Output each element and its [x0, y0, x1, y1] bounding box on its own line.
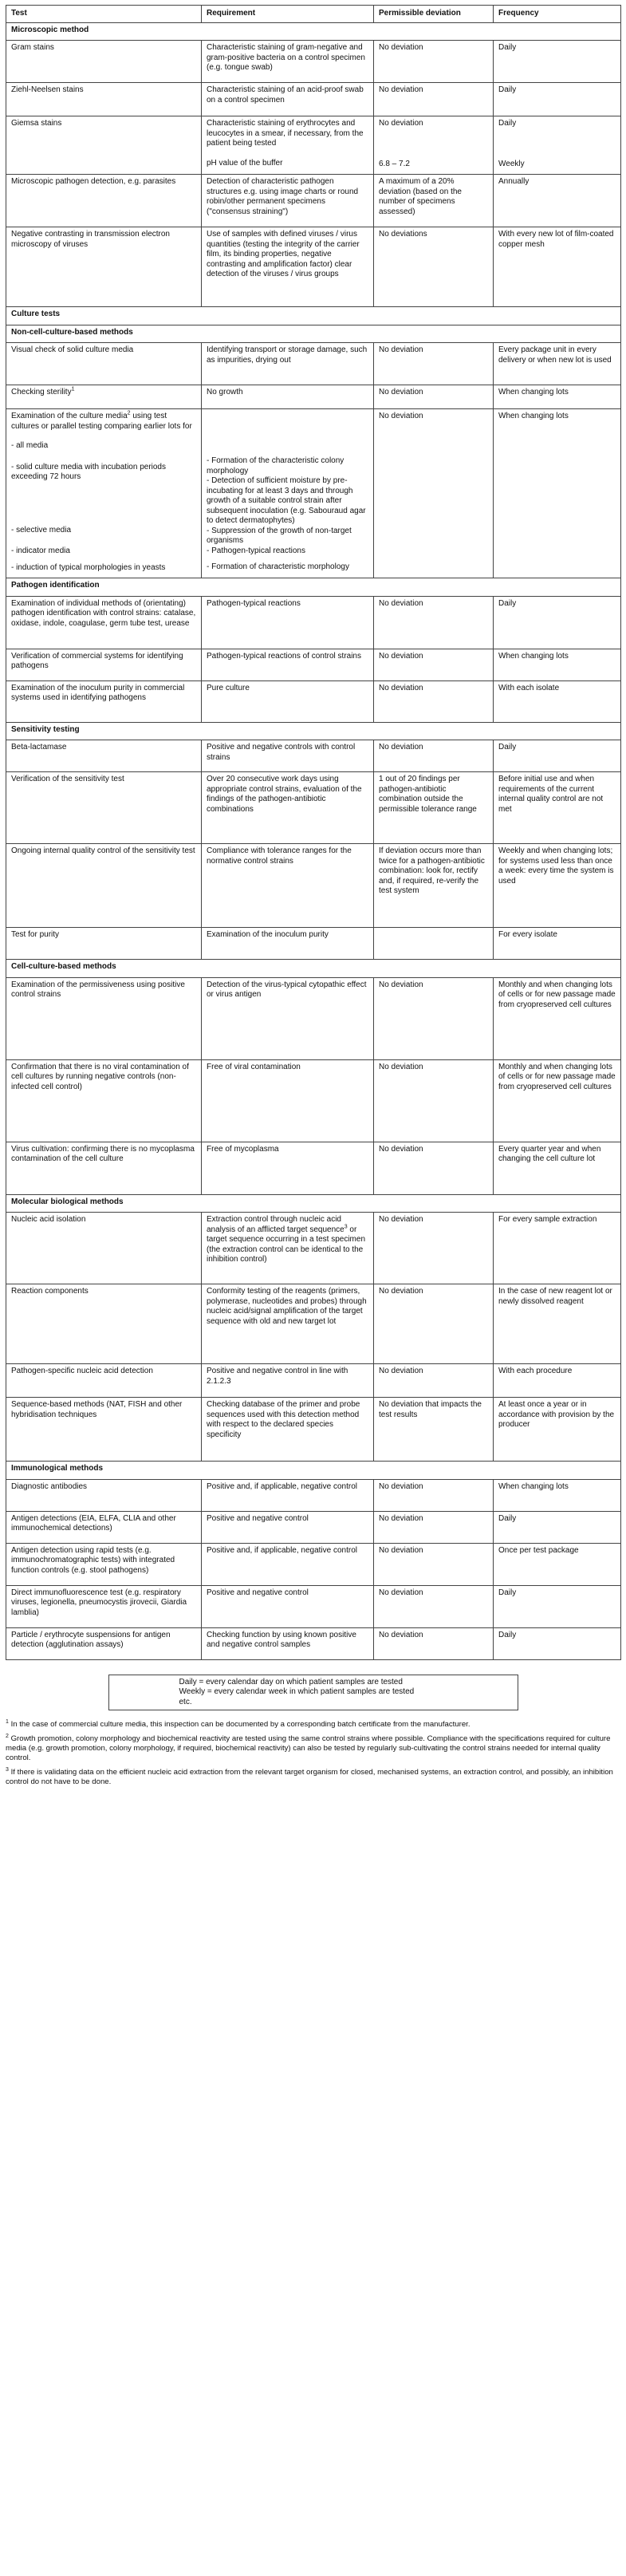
table-row: Ziehl-Neelsen stains Characteristic staining of an acid-proof swab on a control specimen No deviation Daily: [6, 83, 621, 116]
section-header: Molecular biological methods: [6, 1194, 621, 1213]
col-header-deviation: Permissible deviation: [374, 6, 494, 23]
table-row: Antigen detections (EIA, ELFA, CLIA and other immunochemical detections) Positive and negative control No deviation Daily: [6, 1511, 621, 1543]
table-row: Confirmation that there is no viral contamination of cell cultures by running negative controls (non-infected cell control) Free of viral contamination No deviation Monthly and when changing lots of cells or for new passage made from cryopreserved cell cultures: [6, 1059, 621, 1142]
table-row: [6, 116, 621, 175]
section-header: Immunological methods: [6, 1462, 621, 1480]
cell-requirement: Characteristic staining of erythrocytes and leucocytes in a smear, if necessary, from the patient being tested pH value of the buffer: [202, 116, 374, 175]
footnote-2: $^2$ Growth promotion, colony morphology and biochemical reactivity are tested using the same control strains where possible. Compliance with the specifications required for culture media (e.g. growth promotion, colony morphology, if required, biochemical reactivity) can also be tested by regularly sub-cultivating the control strains needed for internal quality control.: [6, 1733, 611, 1762]
table-row: Reaction components Conformity testing of the reagents (primers, polymerase, nucleotides and probes) through nucleic acid/signal amplification of the target sequence with old and new target lot No deviation In the case of new reagent lot or newly dissolved reagent: [6, 1284, 621, 1364]
table-row: Examination of the inoculum purity in commercial systems used in identifying pathogens Pure culture No deviation With each isolate: [6, 680, 621, 722]
subsection-header: Non-cell-culture-based methods: [6, 325, 621, 343]
table-row: Examination of the permissiveness using positive control strains Detection of the virus-typical cytopathic effect or virus antigen No deviation Monthly and when changing lots of cells or for new passage made from cryopreserved cell cultures: [6, 977, 621, 1059]
table-row: Test for purity Examination of the inoculum purity For every isolate: [6, 928, 621, 960]
table-row: Beta-lactamase Positive and negative controls with control strains No deviation Daily: [6, 740, 621, 772]
cell-requirement: - Formation of the characteristic colony morphology - Detection of sufficient moisture by pre-incubating for at least 3 days and through growth of a suitable control strain after subsequent inoculation (e.g. Sabouraud agar to detect dermatophytes) - Suppression of the growth of non-target organisms - Pathogen-typical reactions - Formation of characteristic morphology: [202, 409, 374, 578]
section-header: Culture tests: [6, 307, 621, 325]
table-row: Antigen detection using rapid tests (e.g. immunochromatographic tests) with integrated function controls (e.g. stool pathogens) Positive and, if applicable, negative control No deviation Once per test package: [6, 1543, 621, 1585]
table-header-row: [6, 6, 621, 23]
cell-deviation: No deviation 6.8 – 7.2: [374, 116, 494, 175]
footnote-3: $^3$ If there is validating data on the efficient nucleic acid extraction from the relevant target organism for closed, mechanised systems, an extraction control, and possibly, an inhibition control do not have to be done.: [6, 1766, 613, 1786]
col-header-frequency: Frequency: [494, 6, 621, 23]
frequency-legend: [108, 1675, 518, 1711]
table-row: Checking sterility$^1$ No growth No deviation When changing lots: [6, 385, 621, 409]
table-row: Negative contrasting in transmission electron microscopy of viruses Use of samples with defined viruses / virus quantities (testing the integrity of the carrier film, its binding properties, negative contrasting and amplification factor) clear detection of the viruses / virus groups No deviations With every new lot of film-coated copper mesh: [6, 227, 621, 307]
cell-test: Examination of the culture media$^2$ using test cultures or parallel testing comparing earlier lots for - all media - solid culture media with incubation periods exceeding 72 hours - selective media - indicator media - induction of typical morphologies in yeasts: [6, 409, 202, 578]
table-row: Particle / erythrocyte suspensions for antigen detection (agglutination assays) Checking function by using known positive and negative control samples No deviation Daily: [6, 1627, 621, 1659]
table-row: Verification of the sensitivity test Over 20 consecutive work days using appropriate control strains, evaluation of the findings of the pathogen-antibiotic combinations 1 out of 20 findings per pathogen-antibiotic combination outside the permissible tolerance range Before initial use and when requirements of the current internal quality control are not met: [6, 772, 621, 844]
footnote-1: $^1$ In the case of commercial culture media, this inspection can be documented by a corresponding batch certificate from the manufacturer.: [6, 1718, 470, 1729]
table-row: Direct immunofluorescence test (e.g. respiratory viruses, legionella, pneumocystis jirovecii, Giardia lamblia) Positive and negative control No deviation Daily: [6, 1585, 621, 1627]
cell-frequency: Daily Weekly: [494, 116, 621, 175]
col-header-test: Test: [6, 6, 202, 23]
section-header: Microscopic method: [6, 22, 621, 41]
subsection-header: Cell-culture-based methods: [6, 960, 621, 978]
footnotes: [6, 1720, 620, 1787]
table-row: Verification of commercial systems for identifying pathogens Pathogen-typical reactions of control strains No deviation When changing lots: [6, 649, 621, 680]
legend-weekly: Weekly = every calendar week in which patient samples are tested: [179, 1687, 415, 1696]
table-row: Ongoing internal quality control of the sensitivity test Compliance with tolerance ranges for the normative control strains If deviation occurs more than twice for a pathogen-antibiotic combination: look for, rectify and, if required, re-verify the test system Weekly and when changing lots; for systems used less than once a week: every time the system is used: [6, 844, 621, 928]
subsection-header: Pathogen identification: [6, 578, 621, 597]
table-row: Diagnostic antibodies Positive and, if applicable, negative control No deviation When changing lots: [6, 1479, 621, 1511]
quality-control-table: [6, 5, 621, 1660]
table-row: Nucleic acid isolation Extraction control through nucleic acid analysis of an afflicted target sequence$^3$ or target sequence occurring in a test specimen (the extraction control can be identical to the inhibition control) No deviation For every sample extraction: [6, 1213, 621, 1284]
legend-etc: etc.: [179, 1697, 192, 1706]
table-row: Visual check of solid culture media Identifying transport or storage damage, such as impurities, drying out No deviation Every package unit in every delivery or when new lot is used: [6, 343, 621, 385]
table-row: Examination of individual methods of (orientating) pathogen identification with control strains: catalase, oxidase, indole, coagulase, germ tube test, urease Pathogen-typical reactions No deviation Daily: [6, 596, 621, 649]
cell-test: Giemsa stains: [6, 116, 202, 175]
document: [6, 5, 620, 1787]
table-row: Sequence-based methods (NAT, FISH and other hybridisation techniques Checking database of the primer and probe sequences used with this detection method with respect to the declared species specificity No deviation that impacts the test results At least once a year or in accordance with provision by the producer: [6, 1398, 621, 1462]
table-row: Examination of the culture media$^2$ using test cultures or parallel testing comparing earlier lots for - all media - solid culture media with incubation periods exceeding 72 hours - selective media - indicator media - induction of typical morphologies in yeasts - Formation of the characteristic colony morphology - Detection of sufficient moisture by pre-incubating for at least 3 days and through growth of a suitable control strain after subsequent inoculation (e.g. Sabouraud agar to detect dermatophytes) - Suppression of the growth of non-target organisms - Pathogen-typical reactions - Formation of characteristic morphology No deviation When changing lots: [6, 409, 621, 578]
subsection-header: Sensitivity testing: [6, 722, 621, 740]
table-row: Virus cultivation: confirming there is no mycoplasma contamination of the cell culture Free of mycoplasma No deviation Every quarter year and when changing the cell culture lot: [6, 1142, 621, 1194]
legend-daily: Daily = every calendar day on which patient samples are tested: [179, 1677, 403, 1686]
table-row: Pathogen-specific nucleic acid detection Positive and negative control in line with 2.1.2.3 No deviation With each procedure: [6, 1364, 621, 1398]
table-row: Microscopic pathogen detection, e.g. parasites Detection of characteristic pathogen structures e.g. using image charts or round robin/other permanent specimens ("consensus straining") A maximum of a 20% deviation (based on the number of specimens assessed) Annually: [6, 175, 621, 227]
table-row: Gram stains Characteristic staining of gram-negative and gram-positive bacteria on a control specimen (e.g. tongue swab) No deviation Daily: [6, 41, 621, 83]
col-header-requirement: Requirement: [202, 6, 374, 23]
